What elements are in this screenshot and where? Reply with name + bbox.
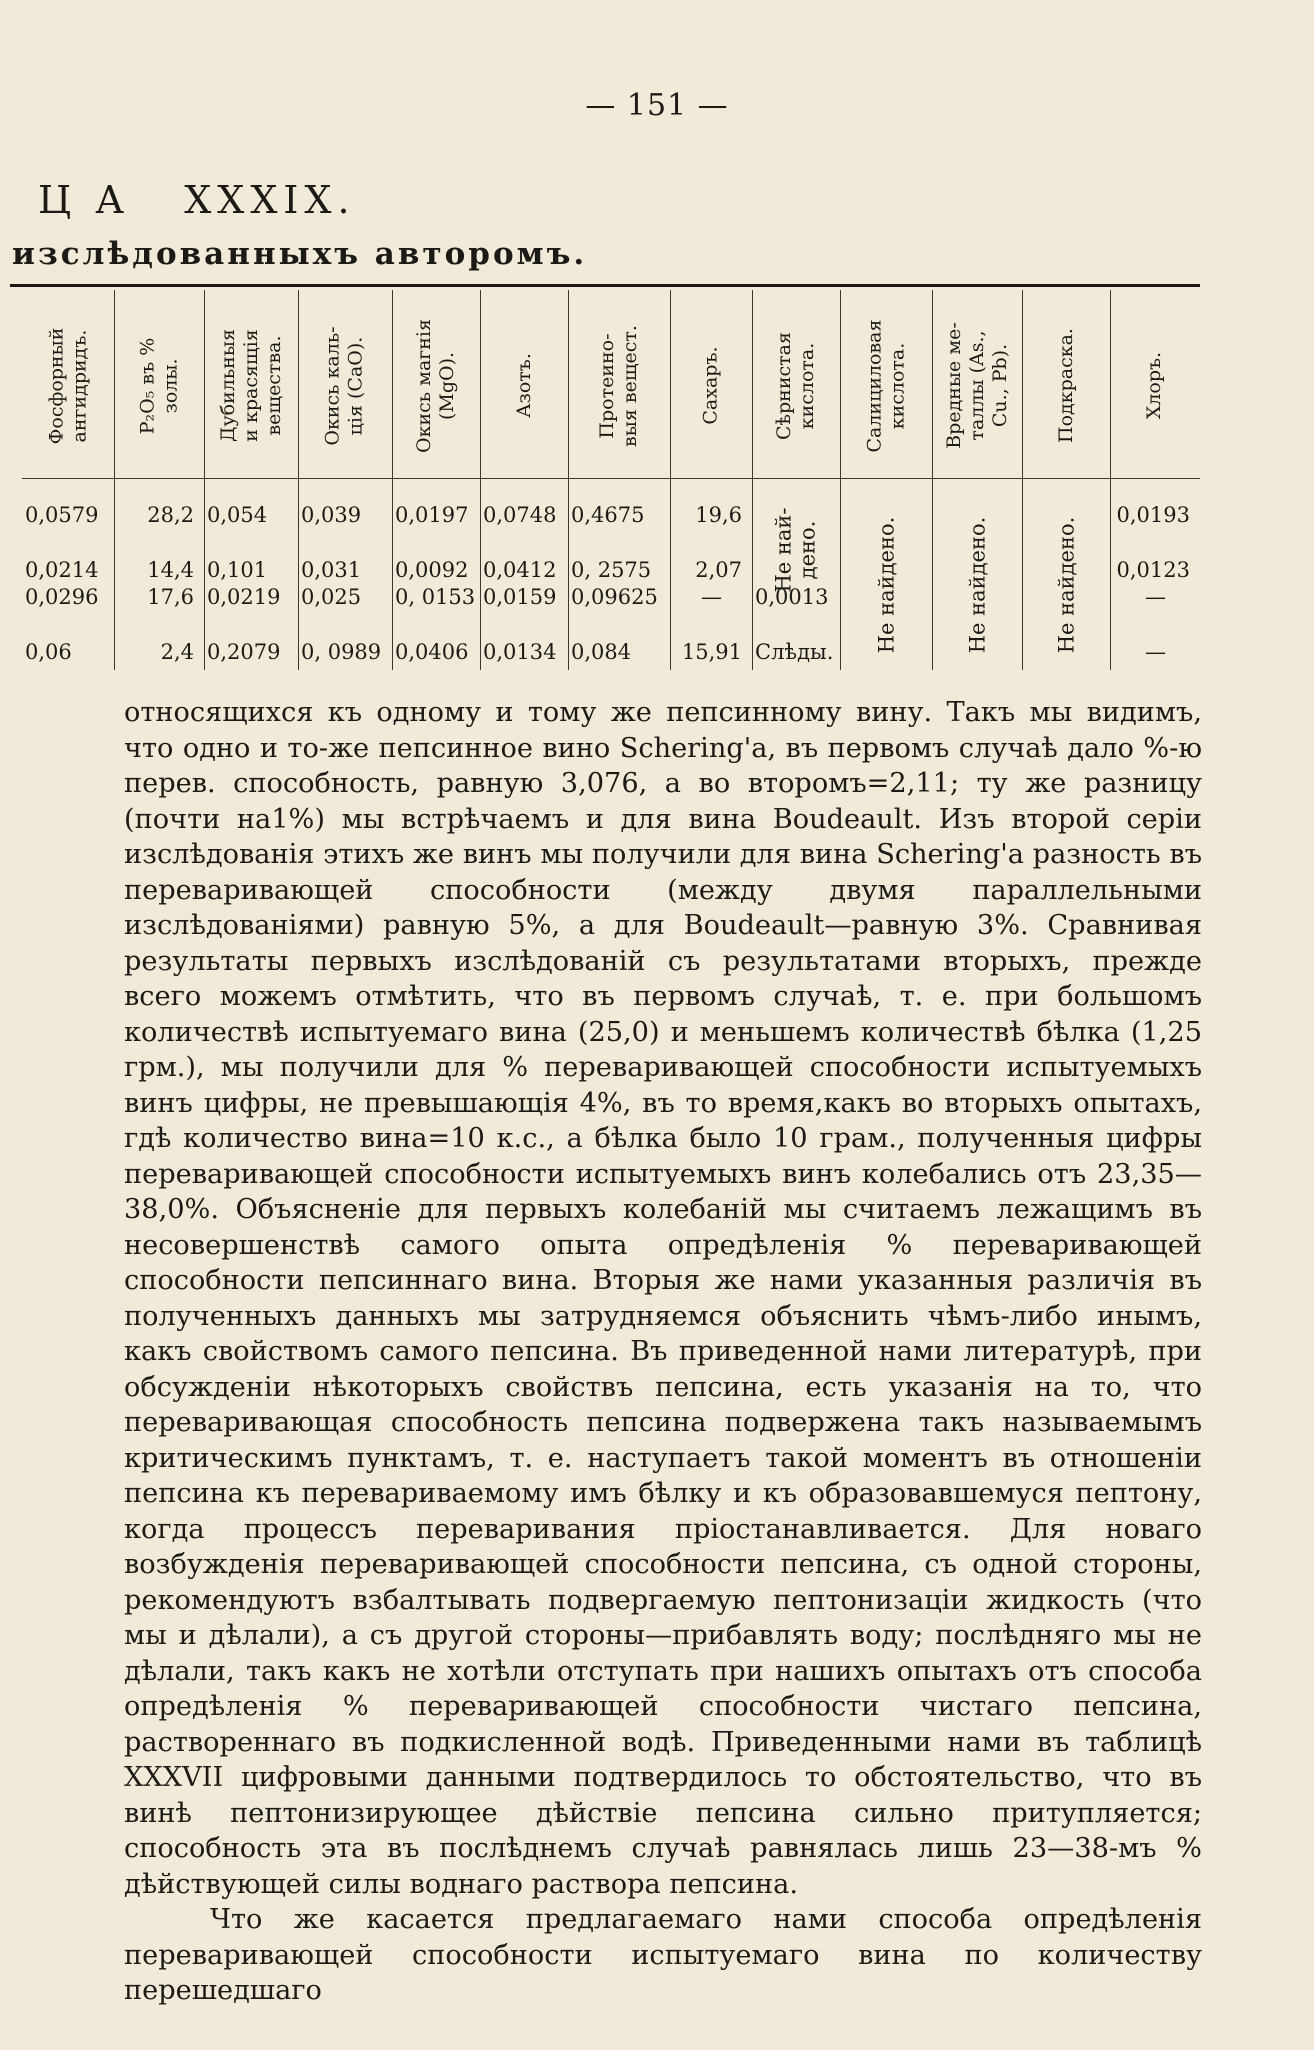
table-cell: 0,2079	[207, 640, 281, 664]
column-header-label: Вредные ме- таллы (As., Cu., Pb).	[942, 322, 1011, 449]
table-cell: 2,4	[160, 640, 194, 664]
table-cell: Слѣды.	[755, 640, 834, 664]
table-cell: 0,0296	[25, 585, 99, 609]
column-header	[22, 298, 114, 473]
column-header	[392, 298, 480, 473]
table-cell: 0,0214	[25, 558, 99, 582]
analysis-table	[22, 290, 1200, 670]
table-cell: 14,4	[147, 558, 194, 582]
column-header-label: Азотъ.	[512, 353, 535, 418]
table-cell: 0,084	[571, 640, 632, 664]
table-cell: 15,91	[681, 640, 742, 664]
column-header-label: Дубильныя и красящія вещества.	[216, 329, 285, 442]
table-cell: 0,031	[301, 558, 362, 582]
column-header-label: Хлоръ.	[1143, 351, 1166, 420]
column-header	[840, 298, 932, 473]
merged-cell-label: Не найдено.	[965, 516, 990, 654]
table-cell: 0,09625	[571, 585, 658, 609]
table-cell: 0,0412	[483, 558, 557, 582]
table-cell: 0,039	[301, 503, 362, 527]
table-cell: 2,07	[695, 558, 742, 582]
table-cell: —	[1145, 585, 1166, 609]
table-cell: 17,6	[147, 585, 194, 609]
merged-cell-label: Не най- дено.	[772, 507, 820, 593]
table-cell: 0,0159	[483, 585, 557, 609]
metals-not-found	[932, 495, 1022, 675]
table-cell: 0,4675	[571, 503, 645, 527]
table-cell: 0, 2575	[571, 558, 652, 582]
table-cell: 0,0579	[25, 503, 99, 527]
table-cell: 28,2	[147, 503, 194, 527]
table-cell: 0,0406	[395, 640, 469, 664]
table-cell: 0,0134	[483, 640, 557, 664]
column-header	[1022, 298, 1110, 473]
column-header-label: Сахаръ.	[699, 346, 722, 425]
table-cell: 0,0193	[1116, 503, 1190, 527]
column-header-label: Салициловая кислота.	[863, 319, 908, 452]
table-cell: 0,0219	[207, 585, 281, 609]
table-cell: 0,06	[25, 640, 72, 664]
column-header	[568, 298, 670, 473]
sulfur-not-found	[752, 500, 840, 600]
column-header-label: Окись магнія (MgO).	[413, 318, 458, 453]
column-header-label: Подкраска.	[1054, 328, 1077, 443]
table-subtitle: изслѣдованныхъ авторомъ.	[12, 236, 588, 272]
table-cell: 19,6	[695, 503, 742, 527]
column-header	[932, 298, 1022, 473]
table-cell: 0,0123	[1116, 558, 1190, 582]
table-cell: 0,025	[301, 585, 362, 609]
column-header	[480, 298, 568, 473]
table-cell: —	[701, 585, 722, 609]
coloring-not-found	[1022, 495, 1110, 675]
paragraph: относящихся къ одному и тому же пепсинному вину. Такъ мы видимъ, что одно и то-же пепсинное вино Schering'а, въ первомъ случаѣ дало %-ю перев. способность, равную 3,076, а во второмъ=2,11; ту же разницу (почти на1%) мы встрѣчаемъ и для вина Boudeault. Изъ второй серіи изслѣдованія этихъ же винъ мы получили для вина Schering'а разность въ переваривающей способности (между двумя параллельными изслѣдованіями) равную 5%, а для Boudeault—равную 3%. Сравнивая результаты первыхъ изслѣдованій съ результатами вторыхъ, прежде всего можемъ отмѣтить, что въ первомъ случаѣ, т. е. при большомъ количествѣ испытуемаго вина (25,0) и меньшемъ количествѣ бѣлка (1,25 грм.), мы получили для % переваривающей способности испытуемыхъ винъ цифры, не превышающія 4%, въ то время,какъ во вторыхъ опытахъ, гдѣ количество вина=10 к.с., а бѣлка было 10 грам., полученныя цифры переваривающей способности испытуемыхъ винъ колебались отъ 23,35—38,0%. Объясненіе для первыхъ колебаній мы считаемъ лежащимъ въ несовершенствѣ самого опыта опредѣленія % переваривающей способности пепсиннаго вина. Вторыя же нами указанныя различія въ полученныхъ данныхъ мы затрудняемся объяснить чѣмъ-либо инымъ, какъ свойствомъ самого пепсина. Въ приведенной нами литературѣ, при обсужденіи нѣкоторыхъ свойствъ пепсина, есть указанія на то, что переваривающая способность пепсина подвержена такъ называемымъ критическимъ пунктамъ, т. е. наступаетъ такой моментъ въ отношеніи пепсина къ перевариваемому имъ бѣлку и къ образовавшемуся пептону, когда процессъ переваривания пріостанавливается. Для новаго возбужденія переваривающей способности пепсина, съ одной стороны, рекомендуютъ взбалтывать подвергаемую пептонизаціи жидкость (что мы и дѣлали), а съ другой стороны—прибавлять воду; послѣдняго мы не дѣлали, такъ какъ не хотѣли отступать при нашихъ опытахъ отъ способа опредѣленія % переваривающей способности чистаго пепсина, раствореннаго въ подкисленной водѣ. Приведенными нами въ таблицѣ XXXVII цифровыми данными подтвердилось то обстоятельство, что въ винѣ пептонизирующее дѣйствіе пепсина сильно притупляется; способность эта въ послѣднемъ случаѣ равнялась лишь 23—38-мъ % дѣйствующей силы воднаго раствора пепсина.	[124, 697, 1202, 1900]
merged-cell-label: Не найдено.	[1054, 516, 1079, 654]
table-title: Ц А XXXIX.	[38, 178, 356, 222]
paragraph: Что же касается предлагаемаго нами способа опредѣленія переваривающей способности испытуемаго вина по количеству перешедшаго	[124, 1904, 1202, 2006]
column-header-label: Окись каль- ція (CaO).	[322, 325, 367, 446]
table-cell: 0,0748	[483, 503, 557, 527]
column-header	[752, 298, 840, 473]
body-text	[124, 695, 1202, 2009]
table-cell: 0,0197	[395, 503, 469, 527]
table-cell: 0,0013	[755, 585, 829, 609]
merged-cell-label: Не найдено.	[874, 516, 899, 654]
table-top-rule	[10, 284, 1200, 287]
table-cell: 0, 0989	[301, 640, 382, 664]
column-header	[114, 298, 204, 473]
column-header	[670, 298, 752, 473]
salicylic-not-found	[840, 495, 932, 675]
table-cell: 0, 0153	[395, 585, 476, 609]
column-header-label: Протеино- выя вещест.	[596, 324, 642, 447]
table-cell: —	[1145, 640, 1166, 664]
header-divider	[22, 478, 1200, 479]
column-header-label: Сѣрнистая кислота.	[773, 331, 819, 440]
column-header-label: Фосфорный ангидридъ.	[45, 327, 90, 444]
column-header	[1110, 298, 1200, 473]
page-number: — 151 —	[585, 88, 729, 123]
column-header	[204, 298, 298, 473]
column-header-label: P₂O₅ въ % золы.	[136, 337, 182, 434]
table-cell: 0,0092	[395, 558, 469, 582]
column-header	[298, 298, 392, 473]
table-cell: 0,054	[207, 503, 268, 527]
table-cell: 0,101	[207, 558, 268, 582]
